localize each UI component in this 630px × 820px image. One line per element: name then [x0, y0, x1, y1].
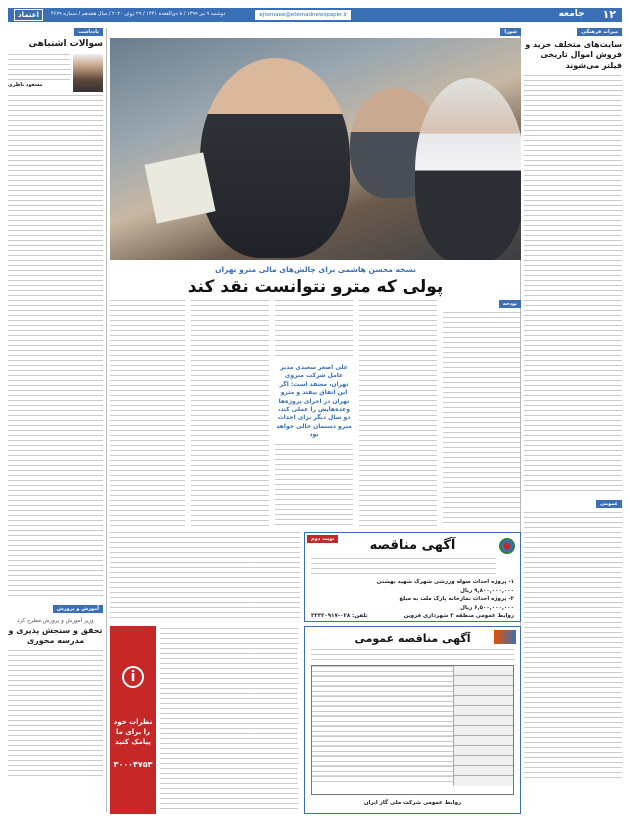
main-headline: پولی که مترو نتوانست نقد کند [187, 276, 444, 297]
left-column-tag: یادداشت [74, 28, 103, 36]
tender-badge: نوبت دوم [307, 535, 338, 543]
tender-ad-1 [304, 532, 521, 622]
tender-footer: روابط عمومی منطقه ۲ شهرداری قزوین [403, 613, 514, 620]
right-column-body-2 [524, 512, 622, 782]
section-name: جامعه [558, 9, 585, 20]
tender-phone: تلفن: ۰۲۸-۳۳۳۲۰۹۱۷ [311, 613, 368, 620]
main-col-5 [110, 300, 185, 528]
left-column-title: سوالات اشتباهی [28, 39, 103, 49]
tender-2-footer: روابط عمومی شرکت ملی گاز ایران [363, 800, 462, 807]
main-tag: شورا [500, 28, 521, 36]
main-headline-block [110, 264, 521, 297]
author-name: مسعود ناظری [8, 81, 43, 88]
left-column-bottom-tag: آموزش و پرورش [53, 605, 103, 613]
notice-body [160, 628, 298, 812]
tender-item-1: ۱- پروژه احداث سوله ورزشی شهرک شهید بهشتی [376, 579, 514, 586]
notice-area [110, 626, 300, 814]
column-divider-left [106, 28, 107, 812]
gas-company-logo [494, 630, 516, 644]
sms-box [110, 626, 156, 814]
tender-2-title: آگهی مناقصه عمومی [354, 632, 471, 645]
left-column-body [8, 95, 103, 600]
right-column-body [524, 75, 622, 495]
main-col-1 [443, 300, 521, 527]
left-column [8, 28, 103, 780]
main-col-4 [191, 300, 269, 528]
main-col-continuation [110, 532, 300, 622]
main-col-3 [275, 300, 353, 528]
tender-amount-2: ۶,۵۰۰,۰۰۰,۰۰۰ ریال [460, 604, 514, 611]
page-number: ۱۲ [602, 8, 616, 22]
main-kicker: نسخه محسن هاشمی برای چالش‌های مالی مترو تهران [215, 265, 416, 274]
right-column-bottom-tag: عمومی [596, 500, 622, 508]
main-col-2 [359, 300, 437, 528]
right-column [524, 28, 622, 782]
photo-person-left [200, 58, 350, 258]
left-column-bottom-title: تحقق و سنجش پذیری و مدرسه محوری [8, 625, 103, 646]
sms-label: نظرات خود را برای ما پیامک کنید [113, 718, 153, 746]
main-sub-tag: بودجه [499, 300, 521, 308]
right-column-title: سایت‌های متخلف خرید و فروش اموال تاریخی فیلتر می‌شوند [525, 39, 622, 70]
page-header [8, 8, 622, 22]
section-email: ejtemaee@etemadnewspaper.ir [255, 10, 351, 21]
left-column-bottom-body [8, 650, 103, 780]
main-photo [110, 38, 521, 260]
tender-amount-1: ۹,۸۰۰,۰۰۰,۰۰۰ ریال [460, 587, 514, 594]
tender-title: آگهی مناقصه [369, 538, 456, 553]
tender-item-2: ۲- پروژه احداث نمازخانه پارک ملت به مبلغ [399, 596, 514, 603]
info-icon: i [122, 666, 144, 688]
sms-number: ۳۰۰۰۴۷۵۳ [113, 760, 153, 770]
municipality-emblem [499, 538, 515, 554]
left-column-bottom-kicker: وزیر آموزش و پرورش مطرح کرد [17, 618, 94, 625]
main-pullquote: علی اصغر سعیدی مدیر عامل شرکت متروی تهران، معتقد است: اگر این اتفاق بیفتد و مترو تهران در اجرای پروژه‌ها وعده‌هایش را عملی کند، دو سال دیگر برای احداث مترو دستمان خالی خواهد بود [276, 364, 352, 439]
dateline: دوشنبه ۹ تیر ۱۳۹۹ / ۸ ذی‌القعده ۱۴۴۱ / ۲۹ ژوئن ۲۰۲۰ / سال هجدهم / شماره ۴۶۷۹ [50, 11, 226, 18]
photo-person-right [415, 78, 521, 260]
newspaper-logo: اعتماد [14, 9, 43, 22]
tender-2-table [311, 665, 514, 795]
photo-document [144, 152, 215, 223]
main-body [110, 300, 521, 528]
tender-ad-2 [304, 626, 521, 814]
author-photo [73, 54, 103, 92]
right-column-tag: میراث فرهنگی [577, 28, 622, 36]
